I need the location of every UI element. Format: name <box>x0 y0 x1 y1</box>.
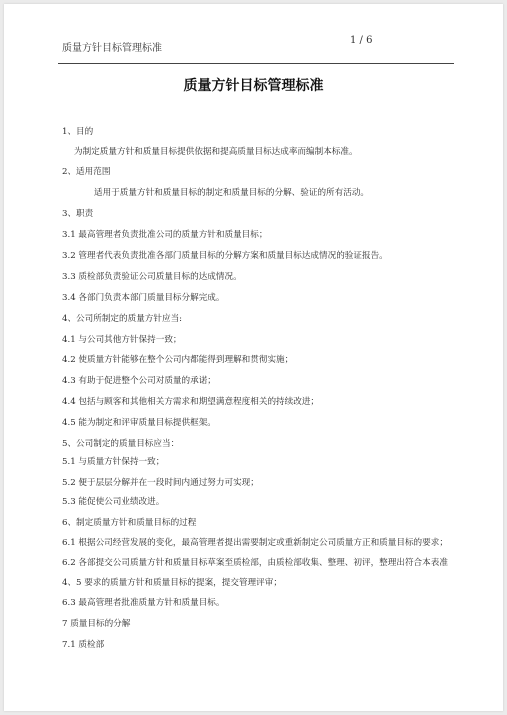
paragraph-scope: 适用于质量方针和质量目标的制定和质量目标的分解、验证的所有活动。 <box>94 188 370 198</box>
clause-6-1: 6.1 根据公司经营发展的变化，最高管理者提出需要制定或重新制定公司质量方正和质量目标的要求； <box>62 538 448 548</box>
clause-3-2: 3.2 管理者代表负责批准各部门质量目标的分解方案和质量目标达成情况的验证报告。 <box>62 251 388 261</box>
clause-4-1: 4.1 与公司其他方针保持一致； <box>62 335 182 345</box>
clause-4-5: 4.5 能为制定和评审质量目标提供框架。 <box>62 418 216 428</box>
section-heading-responsibilities: 3、职责 <box>62 209 94 219</box>
clause-3-3: 3.3 质检部负责验证公司质量目标的达成情况。 <box>62 272 242 282</box>
clause-4-4: 4.4 包括与顾客和其他相关方需求和期望满意程度相关的持续改进； <box>62 397 320 407</box>
section-heading-quality-policy: 4、公司所制定的质量方针应当: <box>62 314 183 324</box>
page-number: 1 / 6 <box>350 35 373 46</box>
clause-5-1: 5.1 与质量方针保持一致； <box>62 457 165 467</box>
clause-5-2: 5.2 便于层层分解并在一段时间内通过努力可实现； <box>62 478 259 488</box>
section-heading-purpose: 1、目的 <box>62 127 94 137</box>
document-title: 质量方针目标管理标准 <box>183 78 324 94</box>
clause-3-4: 3.4 各部门负责本部门质量目标分解完成。 <box>62 293 225 303</box>
section-heading-process: 6、制定质量方针和质量目标的过程 <box>62 518 197 528</box>
header-document-name: 质量方针目标管理标准 <box>62 43 162 54</box>
clause-7-1: 7.1 质检部 <box>62 640 105 650</box>
section-heading-quality-objectives: 5、公司制定的质量目标应当： <box>62 439 180 449</box>
clause-5-3: 5.3 能促使公司业绩改进。 <box>62 497 165 507</box>
paragraph-purpose: 为制定质量方针和质量目标提供依据和提高质量目标达成率而编制本标准。 <box>74 147 358 157</box>
clause-6-2: 6.2 各部提交公司质量方针和质量目标草案至质检部，由质检部收集、整理、初评，整理出符合本表准 <box>62 558 448 568</box>
header-divider <box>58 63 454 64</box>
clause-6-2-continued: 4、5 要求的质量方针和质量目标的提案，提交管理评审； <box>62 578 282 588</box>
section-heading-scope: 2、适用范围 <box>62 167 111 177</box>
clause-4-3: 4.3 有助于促进整个公司对质量的承诺； <box>62 376 216 386</box>
clause-6-3: 6.3 最高管理者批准质量方针和质量目标。 <box>62 598 225 608</box>
clause-3-1: 3.1 最高管理者负责批准公司的质量方针和质量目标； <box>62 230 268 240</box>
clause-4-2: 4.2 使质量方针能够在整个公司内都能得到理解和贯彻实施； <box>62 355 294 365</box>
section-heading-objective-breakdown: 7 质量目标的分解 <box>62 619 131 629</box>
